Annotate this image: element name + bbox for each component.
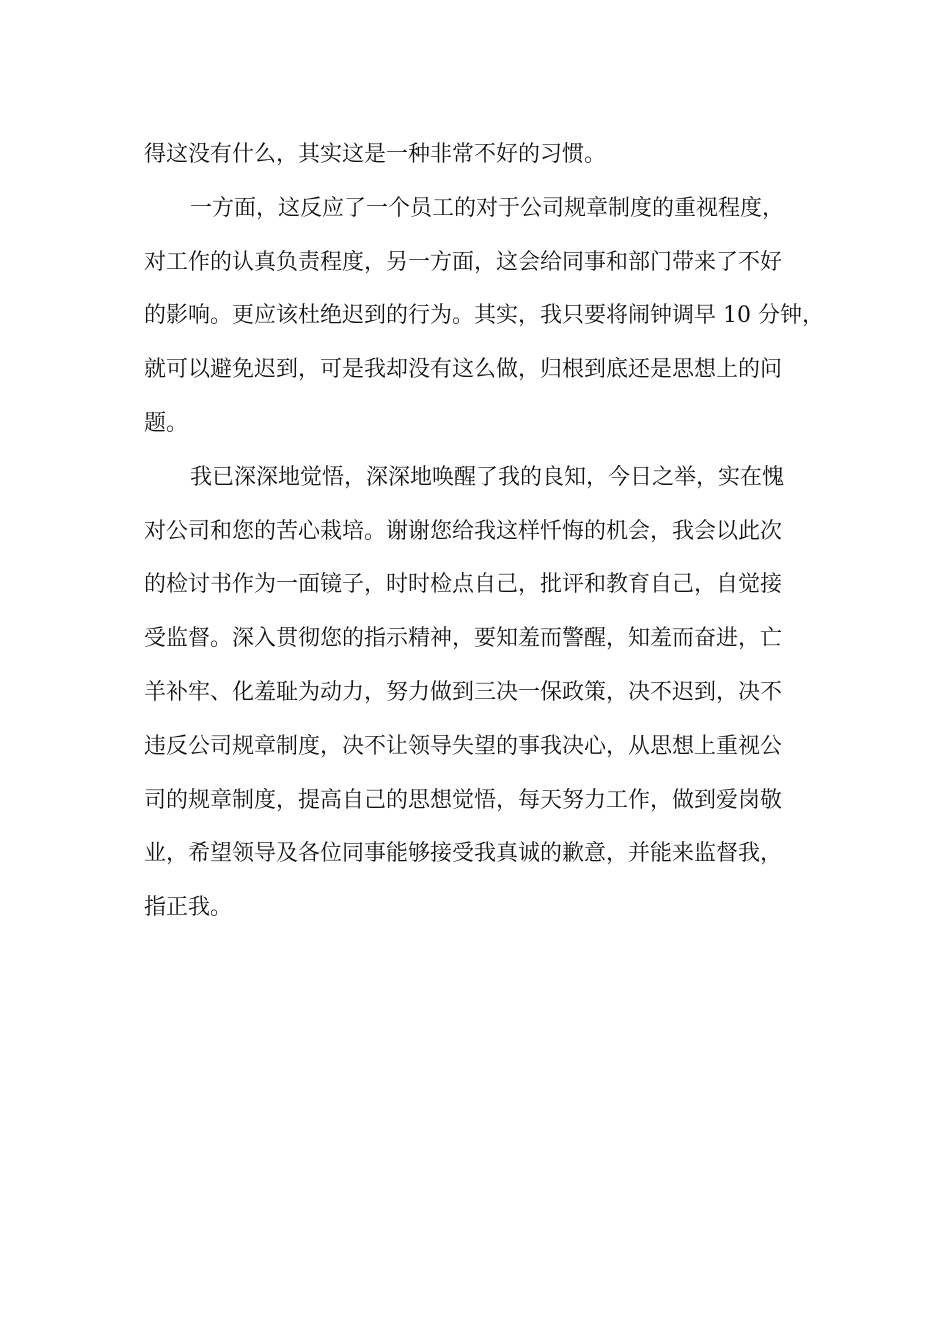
body-text <box>144 128 824 935</box>
text-line: 的检讨书作为一面镜子，时时检点自己，批评和教育自己，自觉接 <box>144 572 783 598</box>
text-line: 对工作的认真负责程度，另一方面，这会给同事和部门带来了不好 <box>144 249 783 275</box>
text-line: 羊补牢、化羞耻为动力，努力做到三决一保政策，决不迟到，决不 <box>144 679 783 705</box>
text-line: 受监督。深入贯彻您的指示精神，要知羞而警醒，知羞而奋进，亡 <box>144 626 783 652</box>
text-line: 题。 <box>144 410 189 436</box>
paragraph-start-line: 我已深深地觉悟，深深地唤醒了我的良知，今日之举，实在愧 <box>190 464 785 490</box>
text-line: 就可以避免迟到，可是我却没有这么做，归根到底还是思想上的问 <box>144 357 783 383</box>
text-line: 对公司和您的苦心栽培。谢谢您给我这样忏悔的机会，我会以此次 <box>144 518 783 544</box>
text-line: 业，希望领导及各位同事能够接受我真诚的歉意，并能来监督我， <box>144 841 783 867</box>
text-line: 得这没有什么，其实这是一种非常不好的习惯。 <box>144 142 607 167</box>
text-line: 指正我。 <box>144 895 233 921</box>
text-line: 的影响。更应该杜绝迟到的行为。其实，我只要将闹钟调早 10 分钟， <box>144 303 824 329</box>
text-line: 违反公司规章制度，决不让领导失望的事我决心，从思想上重视公 <box>144 733 783 759</box>
text-line: 司的规章制度，提高自己的思想觉悟，每天努力工作，做到爱岗敬 <box>144 787 783 813</box>
paragraph-start-line: 一方面，这反应了一个员工的对于公司规章制度的重视程度， <box>190 195 785 221</box>
